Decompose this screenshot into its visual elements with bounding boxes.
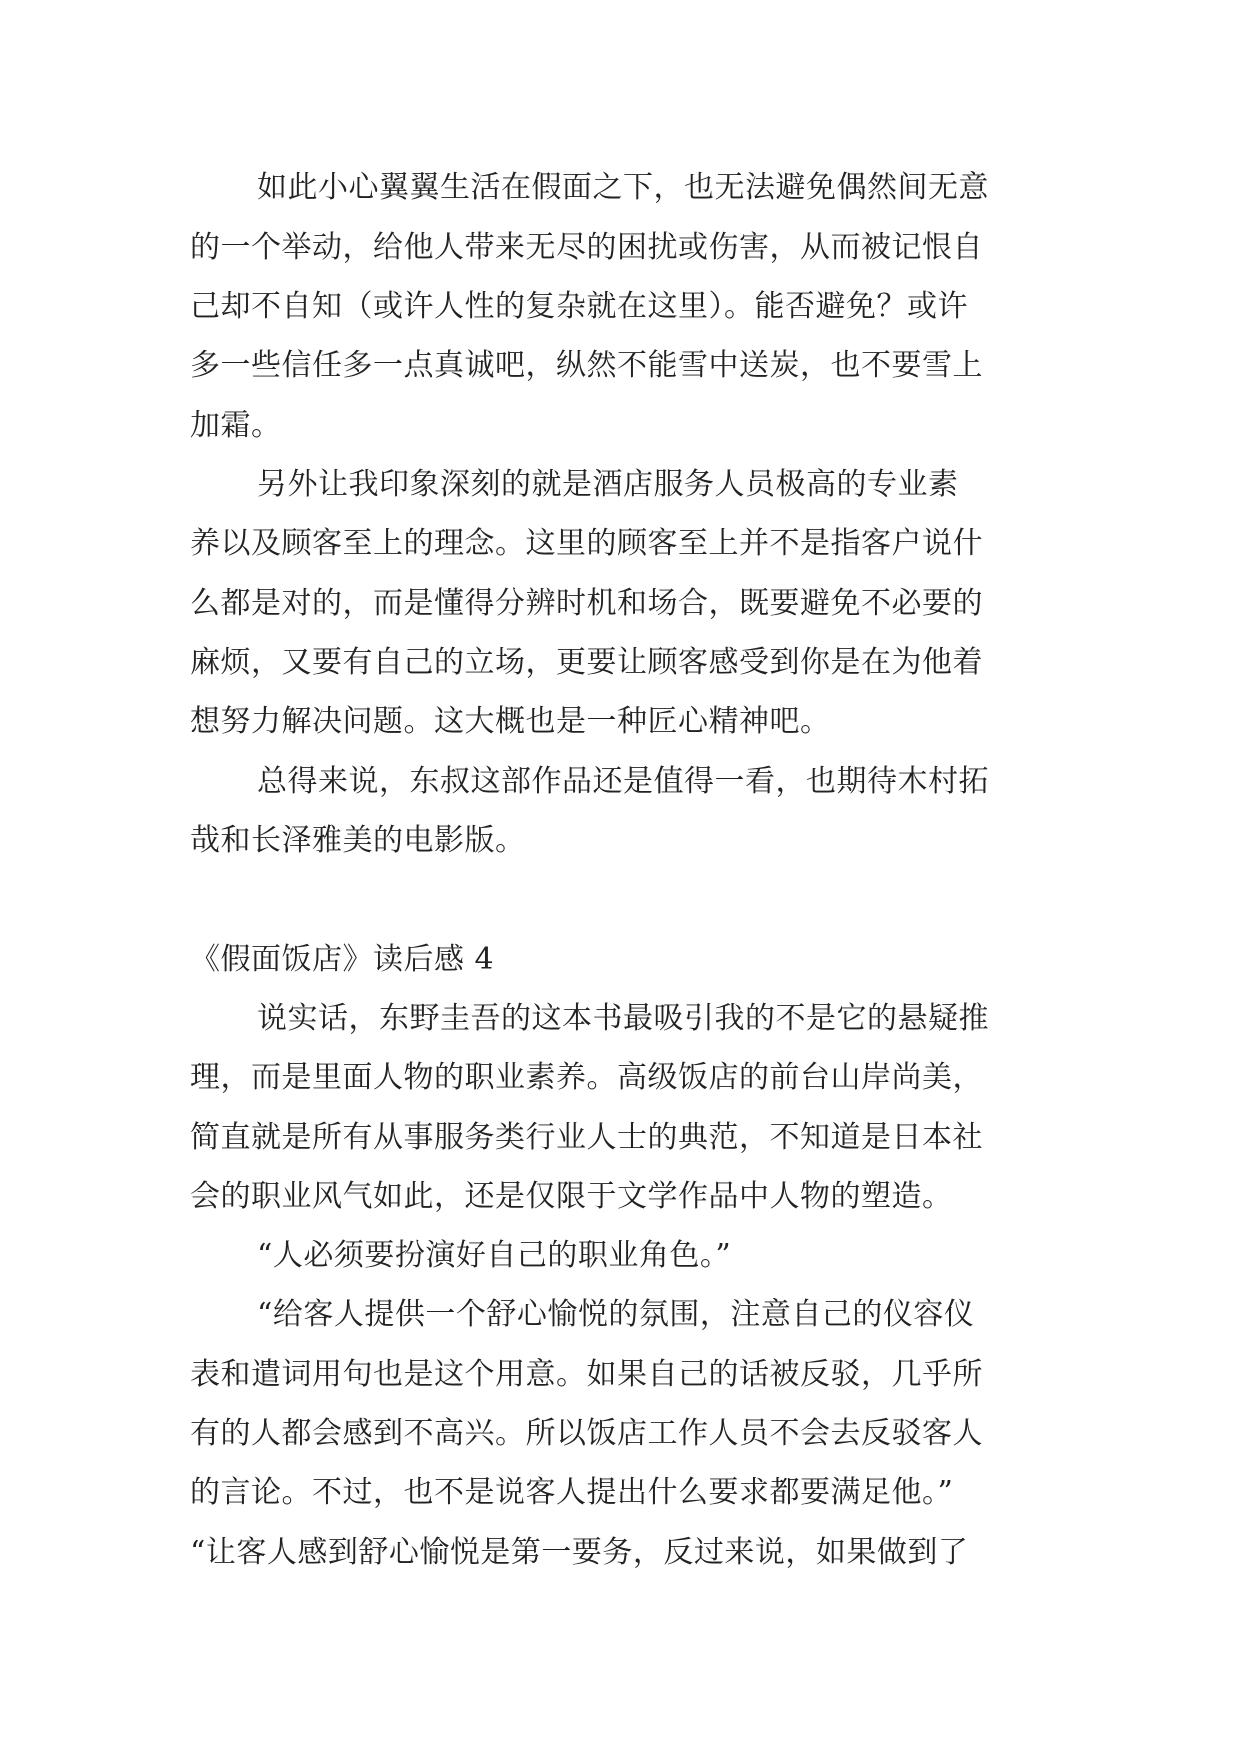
- paragraph-line: 的一个举动，给他人带来无尽的困扰或伤害，从而被记恨自: [190, 230, 983, 265]
- paragraph-line: 己却不自知（或许人性的复杂就在这里）。能否避免？或许: [190, 289, 968, 324]
- paragraph-line: 加霜。: [190, 408, 282, 443]
- paragraph-line: 另外让我印象深刻的就是酒店服务人员极高的专业素: [257, 467, 959, 502]
- paragraph-line: 表和遣词用句也是这个用意。如果自己的话被反驳，几乎所: [190, 1357, 983, 1392]
- paragraph-line: 想努力解决问题。这大概也是一种匠心精神吧。: [190, 704, 831, 739]
- paragraph-line: 多一些信任多一点真诚吧，纵然不能雪中送炭，也不要雪上: [190, 348, 983, 383]
- paragraph-line: 简直就是所有从事服务类行业人士的典范，不知道是日本社: [190, 1120, 983, 1155]
- paragraph-line: 哉和长泽雅美的电影版。: [190, 823, 526, 858]
- quote-line: “给客人提供一个舒心愉悦的氛围，注意自己的仪容仪: [257, 1297, 975, 1332]
- paragraph-line: 么都是对的，而是懂得分辨时机和场合，既要避免不必要的: [190, 586, 983, 621]
- paragraph-line: 的言论。不过，也不是说客人提出什么要求都要满足他。”: [190, 1475, 954, 1510]
- paragraph-line: 理，而是里面人物的职业素养。高级饭店的前台山岸尚美，: [190, 1060, 983, 1095]
- paragraph-line: 会的职业风气如此，还是仅限于文学作品中人物的塑造。: [190, 1179, 953, 1214]
- paragraph-line: 如此小心翼翼生活在假面之下，也无法避免偶然间无意: [257, 170, 989, 205]
- paragraph-line: 养以及顾客至上的理念。这里的顾客至上并不是指客户说什: [190, 526, 983, 561]
- quote-line: “让客人感到舒心愉悦是第一要务，反过来说，如果做到了: [190, 1535, 969, 1570]
- paragraph-line: 说实话，东野圭吾的这本书最吸引我的不是它的悬疑推: [257, 1001, 989, 1036]
- paragraph-line: 麻烦，又要有自己的立场，更要让顾客感受到你是在为他着: [190, 645, 983, 680]
- paragraph-line: 有的人都会感到不高兴。所以饭店工作人员不会去反驳客人: [190, 1416, 983, 1451]
- paragraph-line: 总得来说，东叔这部作品还是值得一看，也期待木村拓: [257, 764, 989, 799]
- quote-line: “人必须要扮演好自己的职业角色。”: [257, 1238, 732, 1273]
- section-heading: 《假面饭店》读后感 4: [190, 942, 495, 977]
